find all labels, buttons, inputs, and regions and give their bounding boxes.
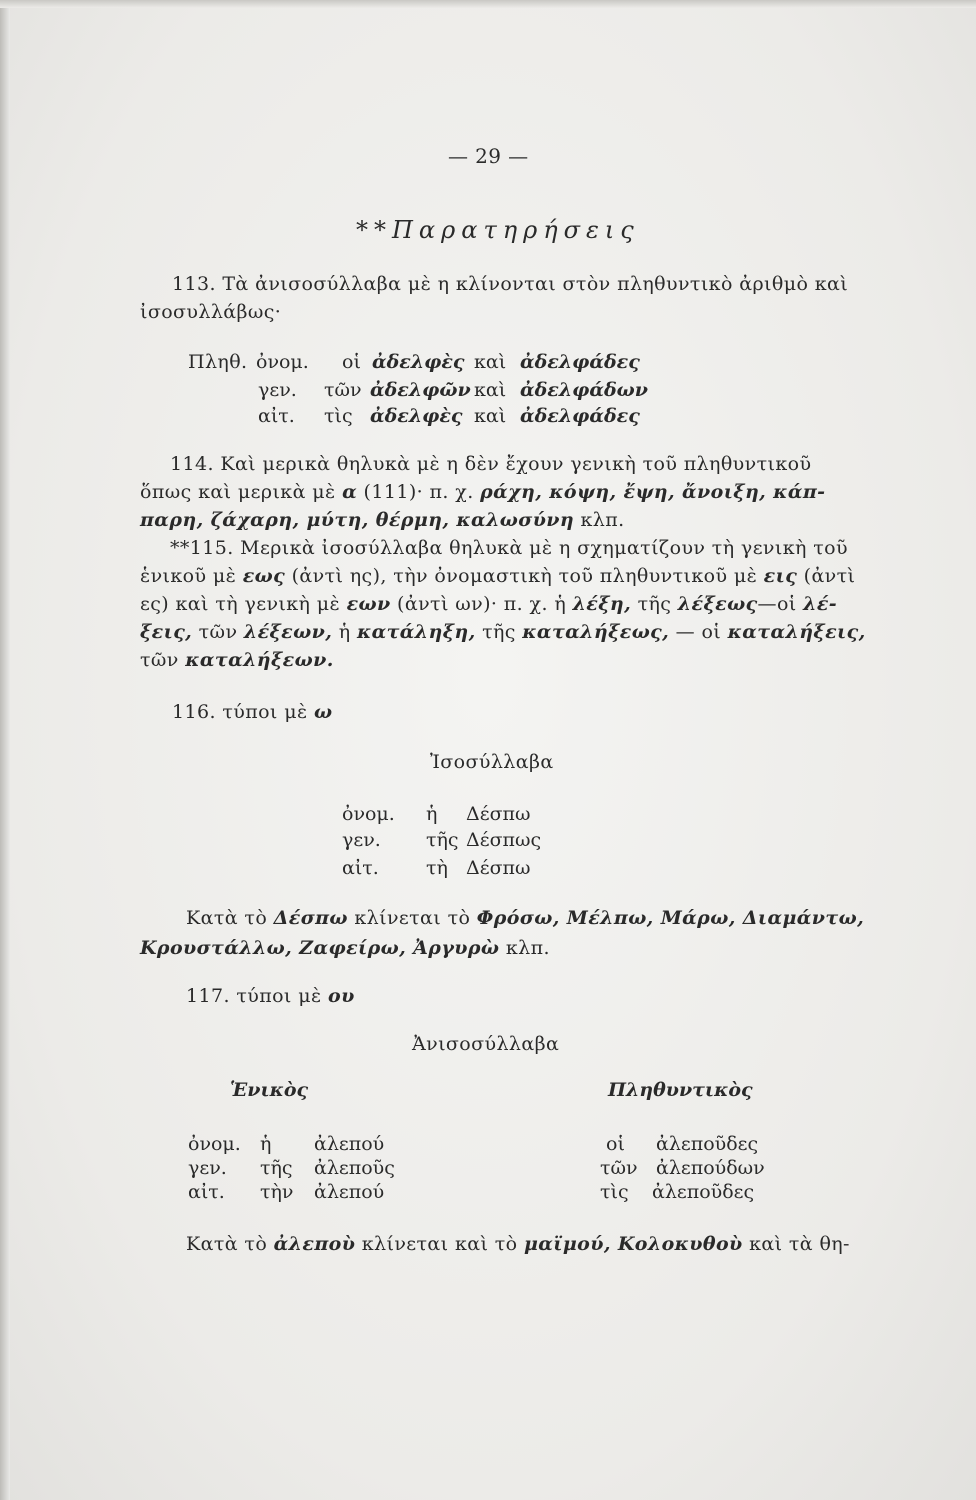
ending: εων <box>346 593 391 615</box>
model-word: Δέσπω <box>273 907 348 929</box>
article: τὴν <box>260 1181 294 1203</box>
plural-title: Πληθυντικὸς <box>608 1079 753 1101</box>
singular-title: Ἑνικὸς <box>230 1079 309 1101</box>
para-115-line1: **115. Μερικὰ ἰσοσύλλαβα θηλυκὰ μὲ η σχηματίζουν τὴ γενικὴ τοῦ <box>170 537 848 559</box>
text-run: τῆς <box>482 621 516 643</box>
para-113-line2: ἰσοσυλλάβως· <box>140 301 282 323</box>
para-114-line2 <box>140 480 825 504</box>
case-label: γεν. <box>342 829 381 851</box>
example-word: καταλήξεις, <box>727 621 866 643</box>
para-115-line3 <box>140 592 837 616</box>
section-heading: **Παρατηρήσεις <box>356 216 640 244</box>
noun-form: ἀδελφῶν <box>370 379 471 401</box>
example-word: κατάληξη, <box>356 621 476 643</box>
text-run: κλίνεται καὶ τὸ <box>361 1233 518 1255</box>
anisosyllabic-subtitle: Ἀνισοσύλλαβα <box>412 1033 560 1055</box>
example-words: ράχη, κόψη, ἔψη, ἄνοιξη, κάπ- <box>480 481 826 503</box>
case-label: αἰτ. <box>342 857 379 879</box>
model-word: ἀλεποὺ <box>273 1233 356 1255</box>
noun-form: Δέσπω <box>466 803 531 825</box>
text-run: κλπ. <box>505 937 550 959</box>
article: ἡ <box>426 803 438 825</box>
text-run: ἡ <box>338 621 351 643</box>
plural-article: τὶς <box>600 1181 629 1203</box>
text-run: καὶ τὰ θη- <box>749 1233 850 1255</box>
case-label: γεν. <box>258 379 297 401</box>
plural-article: οἱ <box>606 1133 625 1155</box>
para-115-line4 <box>140 620 866 644</box>
para-113-line1: 113. Τὰ ἀνισοσύλλαβα μὲ η κλίνονται στὸν πληθυντικὸ ἀριθμὸ καὶ <box>172 273 849 295</box>
noun-form: ἀλεπού <box>314 1181 385 1203</box>
text-run: τῶν <box>198 621 238 643</box>
para-114-line3 <box>140 508 625 532</box>
plural-noun-form: ἀλεποῦδες <box>656 1133 759 1155</box>
ending: ου <box>328 985 355 1007</box>
example-words: Φρόσω, Μέλπω, Μάρω, Διαμάντω, <box>476 907 865 929</box>
isosyllabic-subtitle: Ἰσοσύλλαβα <box>430 751 554 773</box>
case-label: ὀνομ. <box>342 803 395 825</box>
example-words: παρη, ζάχαρη, μύτη, θέρμη, καλωσύνη <box>140 509 575 531</box>
article: τὶς <box>324 405 353 427</box>
example-word: ξεις, <box>140 621 193 643</box>
noun-form: ἀλεπού <box>314 1133 385 1155</box>
noun-form: Δέσπω <box>466 857 531 879</box>
example-word: λέ- <box>803 593 838 615</box>
ending: εις <box>763 565 798 587</box>
text-run: (ἀντὶ ων)· π. χ. ἡ <box>397 593 567 615</box>
para-115-line2 <box>140 564 855 588</box>
example-words: Κρουστάλλω, Ζαφείρω, Ἀργυρὼ <box>140 937 500 959</box>
article: τῆς <box>260 1157 293 1179</box>
para-116-intro <box>172 700 333 724</box>
conjunction: καὶ <box>474 405 507 427</box>
text-run: κλπ. <box>580 509 625 531</box>
article: τῶν <box>324 379 362 401</box>
text-run: 117. τύποι μὲ <box>186 985 322 1007</box>
text-run: Κατὰ τὸ <box>186 1233 268 1255</box>
page-top-shadow <box>0 0 976 8</box>
text-run: ὅπως καὶ μερικὰ μὲ <box>140 481 336 503</box>
plural-label: Πληθ. <box>188 351 248 373</box>
example-word: λέξεων, <box>243 621 333 643</box>
text-run: Κατὰ τὸ <box>186 907 268 929</box>
noun-form: ἀδελφὲς <box>370 405 463 427</box>
case-label: γεν. <box>188 1157 227 1179</box>
case-label: ὀνομ. <box>256 351 309 373</box>
noun-form: ἀδελφὲς <box>372 351 465 373</box>
para-117-intro <box>186 984 355 1008</box>
text-run: τῆς <box>637 593 672 615</box>
example-word: λέξη, <box>572 593 632 615</box>
plural-noun-form: ἀλεπούδων <box>656 1157 765 1179</box>
para-117-line1 <box>186 1232 850 1256</box>
text-run: ἑνικοῦ μὲ <box>140 565 237 587</box>
text-run: κλίνεται τὸ <box>354 907 471 929</box>
text-run: (ἀντὶ <box>803 565 856 587</box>
text-run: — οἱ <box>675 621 722 643</box>
para-116-line1 <box>186 906 864 930</box>
conjunction: καὶ <box>474 351 507 373</box>
ending-alpha: α <box>342 481 358 503</box>
text-run: 116. τύποι μὲ <box>172 701 308 723</box>
case-label: ὀνομ. <box>188 1133 241 1155</box>
text-run: (ἀντὶ ης), τὴν ὀνομαστικὴ τοῦ πληθυντικοῦ μὲ <box>291 565 758 587</box>
conjunction: καὶ <box>474 379 507 401</box>
example-word: λέξεως <box>677 593 758 615</box>
article: ἡ <box>260 1133 272 1155</box>
page-edge-shadow <box>0 0 10 1500</box>
noun-form: ἀδελφάδες <box>520 351 640 373</box>
para-116-line2 <box>140 936 550 960</box>
noun-form: ἀλεποῦς <box>314 1157 395 1179</box>
page-number: — 29 — <box>448 144 529 168</box>
text-run: (111)· π. χ. <box>363 481 474 503</box>
example-word: καταλήξεως, <box>522 621 670 643</box>
plural-noun-form: ἀλεποῦδες <box>652 1181 755 1203</box>
text-run: ες) καὶ τὴ γενικὴ μὲ <box>140 593 341 615</box>
noun-form: ἀδελφάδων <box>520 379 648 401</box>
text-run: τῶν <box>140 649 179 671</box>
text-run: —οἱ <box>757 593 797 615</box>
para-115-line5 <box>140 648 334 672</box>
example-words: μαϊμού, Κολοκυθοὺ <box>523 1233 743 1255</box>
article: τῆς <box>426 829 459 851</box>
noun-form: ἀδελφάδες <box>520 405 640 427</box>
case-label: αἰτ. <box>188 1181 225 1203</box>
noun-form: Δέσπως <box>466 829 542 851</box>
para-114-line1: 114. Καὶ μερικὰ θηλυκὰ μὲ η δὲν ἔχουν γενικὴ τοῦ πληθυντικοῦ <box>170 453 812 475</box>
example-word: καταλήξεων. <box>185 649 334 671</box>
ending: εως <box>242 565 286 587</box>
article: τὴ <box>426 857 448 879</box>
plural-article: τῶν <box>600 1157 638 1179</box>
article: οἱ <box>342 351 361 373</box>
ending: ω <box>314 701 333 723</box>
case-label: αἰτ. <box>258 405 295 427</box>
